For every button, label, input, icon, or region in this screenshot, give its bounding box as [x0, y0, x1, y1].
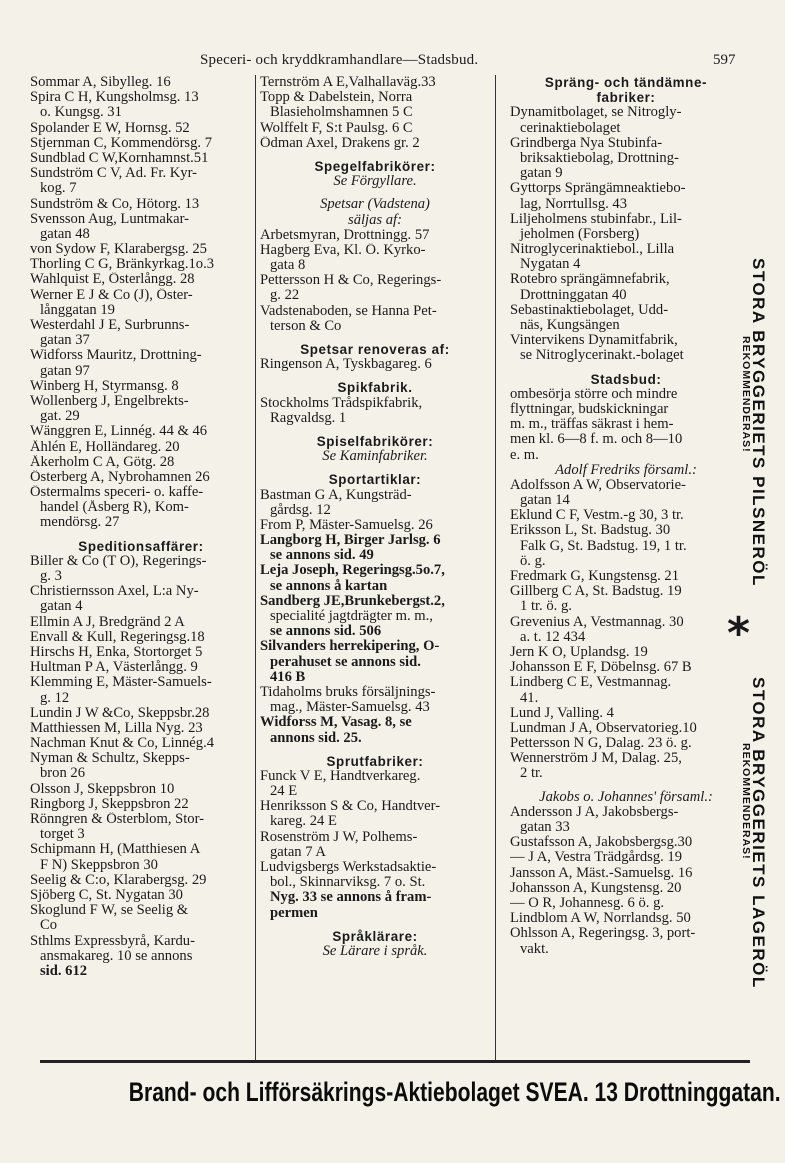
directory-line: Vintervikens Dynamitfabrik, — [510, 333, 678, 349]
directory-line: Grevenius A, Vestmannag. 30 — [510, 614, 684, 630]
section-heading: Speditionsaffärer: — [78, 538, 204, 554]
directory-line: 24 E — [270, 784, 298, 800]
directory-line: Ringenson A, Tyskbagareg. 6 — [260, 357, 432, 373]
directory-line: 416 B — [270, 669, 306, 685]
directory-line: von Sydow F, Klarabergsg. 25 — [30, 242, 207, 258]
directory-line: sid. 612 — [40, 963, 88, 979]
directory-line: Jansson A, Mäst.-Samuelsg. 16 — [510, 865, 693, 881]
directory-line: Östermalms speceri- o. kaffe- — [30, 485, 204, 501]
directory-line: Lundin J W &Co, Skeppsbr.28 — [30, 705, 210, 721]
directory-line: Hagberg Eva, Kl. Ö. Kyrko- — [260, 242, 426, 258]
directory-line: cerinaktiebolaget — [520, 120, 621, 136]
directory-line: se annons sid. 49 — [270, 548, 374, 564]
directory-line: Bastman G A, Kungsträd- — [260, 487, 412, 503]
section-heading: Stadsbud: — [590, 371, 662, 387]
directory-line: Lindblom A W, Norrlandsg. 50 — [510, 911, 691, 927]
directory-line: Schipmann H, (Matthiesen A — [30, 842, 201, 858]
directory-line: Rönngren & Österblom, Stor- — [30, 812, 205, 827]
directory-line: perahuset se annons sid. — [270, 654, 421, 670]
directory-line: Wennerström J M, Dalag. 25, — [510, 751, 682, 767]
directory-line: Lundman J A, Observatorieg.10 — [510, 720, 697, 736]
directory-line: Ragvaldsg. 1 — [270, 410, 347, 426]
directory-line: Sthlms Expressbyrå, Kardu- — [30, 933, 195, 949]
directory-line: gata 8 — [270, 258, 306, 274]
directory-line: Sebastinaktiebolaget, Udd- — [510, 302, 669, 318]
directory-line: g. 12 — [40, 690, 70, 706]
section-heading: Spräng- och tändämne- — [544, 75, 708, 90]
directory-line: Johansson E F, Döbelnsg. 67 B — [510, 660, 692, 676]
directory-line: Werner E J & Co (J), Öster- — [30, 287, 193, 303]
directory-line: Ellmin A J, Bredgränd 2 A — [30, 614, 185, 630]
column-2 — [260, 75, 490, 959]
directory-line: — J A, Vestra Trädgårdsg. 19 — [510, 850, 683, 866]
directory-line: Sundström & Co, Hötorg. 13 — [30, 196, 200, 212]
directory-line: gatan 48 — [40, 226, 90, 242]
directory-line: specialité jagtdrägter m. m., — [270, 609, 433, 624]
directory-line — [260, 372, 490, 380]
directory-line: Spira C H, Kungsholmsg. 13 — [30, 90, 199, 106]
directory-line: m. m., träffas säkrast i hem- — [510, 417, 674, 433]
directory-line — [260, 921, 490, 929]
directory-line: Stockholms Trådspikfabrik, — [260, 395, 423, 411]
directory-line: mendörsg. 27 — [40, 515, 120, 531]
running-title: Speceri- och kryddkramhandlare—Stadsbud. — [200, 52, 479, 68]
directory-line: Nyman & Schultz, Skepps- — [30, 751, 190, 767]
directory-line: briksaktiebolag, Drottning- — [520, 150, 679, 166]
directory-line: Nitroglycerinaktiebol., Lilla — [510, 242, 675, 258]
section-heading: fabriker: — [596, 90, 656, 106]
directory-line: Dynamitbolaget, se Nitrogly- — [510, 105, 682, 121]
directory-line — [260, 151, 490, 159]
directory-line: gatan 4 — [40, 599, 83, 615]
column-divider-2 — [495, 75, 496, 1060]
directory-line: Rotebro sprängämnefabrik, — [510, 272, 670, 288]
directory-line: Åhlén E, Holländareg. 20 — [30, 439, 180, 455]
directory-line: mag., Mäster-Samuelsg. 43 — [270, 700, 430, 716]
side-ad-lager: STORA BRYGGERIETS LAGERÖL — [749, 677, 768, 989]
directory-line: g. 22 — [270, 288, 300, 304]
directory-line: Blasieholmshamnen 5 C — [270, 105, 413, 121]
directory-line: Ternström A E,Valhallaväg.33 — [260, 75, 436, 90]
directory-line: Langborg H, Birger Jarlsg. 6 — [260, 533, 441, 549]
directory-line: Gyttorps Sprängämneaktiebo- — [510, 181, 686, 197]
directory-line: e. m. — [510, 447, 539, 463]
directory-line: Co — [40, 918, 58, 934]
directory-line: Seelig & C:o, Klarabergsg. 29 — [30, 872, 207, 888]
directory-line: Spolander E W, Hornsg. 52 — [30, 120, 190, 136]
directory-line: bol., Skinnarviksg. 7 o. St. — [270, 875, 426, 891]
directory-line: Thorling C G, Bränkyrkag.1o.3 — [30, 257, 215, 273]
directory-line: Westerdahl J E, Surbrunns- — [30, 318, 190, 333]
directory-line: Envall & Kull, Regeringsg.18 — [30, 629, 205, 645]
directory-line: Jakobs o. Johannes' församl.: — [539, 789, 713, 805]
side-ad-pilsner: STORA BRYGGERIETS PILSNERÖL — [749, 258, 768, 587]
directory-line: handel (Åsberg R), Kom- — [40, 500, 189, 516]
directory-line: F N) Skeppsbron 30 — [40, 857, 158, 873]
directory-line: se annons å kartan — [270, 578, 388, 594]
footer-rule — [40, 1060, 750, 1063]
directory-line: gårdsg. 12 — [270, 502, 331, 518]
directory-line: flyttningar, budskickningar — [510, 401, 669, 417]
section-heading: Spiselfabrikörer: — [316, 433, 434, 449]
directory-line: Wahlquist E, Österlångg. 28 — [30, 272, 195, 288]
directory-line: Skoglund F W, se Seelig & — [30, 903, 189, 919]
directory-line: gat. 29 — [40, 409, 80, 425]
directory-line: Liljeholmens stubinfabr., Lil- — [510, 211, 682, 227]
directory-line: Hultman P A, Västerlångg. 9 — [30, 660, 198, 676]
directory-line: Falk G, St. Badstug. 19, 1 tr. — [520, 538, 687, 554]
directory-line: gatan 7 A — [270, 844, 326, 860]
directory-line: Pettersson H & Co, Regerings- — [260, 273, 442, 289]
directory-line: — O R, Johannesg. 6 ö. g. — [510, 895, 665, 911]
section-heading: Spegelfabrikörer: — [314, 158, 436, 174]
directory-line: Ödman Axel, Drakens gr. 2 — [260, 135, 420, 151]
directory-line: Fredmark G, Kungstensg. 21 — [510, 569, 680, 584]
directory-line: Grindberga Nya Stubinfa- — [510, 135, 663, 151]
directory-line: 41. — [520, 690, 539, 706]
directory-line: Wänggren E, Linnég. 44 & 46 — [30, 424, 208, 440]
directory-line: Wollenberg J, Engelbrekts- — [30, 393, 189, 409]
side-ad-lager-sub: REKOMMENDERAS! — [740, 743, 752, 860]
directory-line: Stjernman C, Kommendörsg. 7 — [30, 135, 213, 151]
directory-line: gatan 9 — [520, 166, 563, 182]
directory-line: Gillberg C A, St. Badstug. 19 — [510, 584, 682, 600]
directory-line: Spetsar (Vadstena) — [320, 197, 430, 213]
section-heading: Spetsar renoveras af: — [300, 342, 450, 357]
directory-line: långgatan 19 — [40, 302, 115, 318]
directory-line: säljas af: — [348, 212, 402, 228]
section-heading: Språklärare: — [332, 928, 418, 944]
directory-line: Lund J, Valling. 4 — [510, 705, 614, 721]
page-header — [0, 0, 785, 80]
directory-line: Olsson J, Skeppsbron 10 — [30, 781, 175, 797]
asterisk-ornament: * — [727, 608, 751, 659]
directory-line: gatan 97 — [40, 363, 90, 379]
directory-line — [260, 189, 490, 197]
directory-line: Widforss Mauritz, Drottning- — [30, 348, 202, 364]
directory-line: Klemming E, Mäster-Samuels- — [30, 675, 212, 691]
directory-line: Vadstenaboden, se Hanna Pet- — [260, 303, 437, 319]
directory-line: Tidaholms bruks försäljnings- — [260, 684, 436, 700]
directory-line: 1 tr. ö. g. — [520, 599, 572, 615]
directory-line: Nachman Knut & Co, Linnég.4 — [30, 736, 215, 752]
directory-line: Lindberg C E, Vestmannag. — [510, 675, 672, 691]
directory-line: ansmakareg. 10 se annons — [40, 948, 193, 964]
directory-line: Andersson J A, Jakobsbergs- — [510, 804, 679, 820]
column-3 — [510, 75, 742, 957]
directory-line: kog. 7 — [40, 181, 77, 197]
directory-line: Ringborg J, Skeppsbron 22 — [30, 796, 189, 812]
directory-line: ö. g. — [520, 553, 546, 569]
directory-line: ombesörja större och mindre — [510, 386, 678, 402]
directory-line: Adolfsson A W, Observatorie- — [510, 477, 686, 493]
directory-line — [30, 531, 252, 539]
directory-line: Johansson A, Kungstensg. 20 — [510, 880, 682, 896]
directory-line: näs, Kungsängen — [520, 318, 620, 333]
directory-line: torget 3 — [40, 827, 85, 843]
directory-line: Eriksson L, St. Badstug. 30 — [510, 523, 671, 539]
directory-line: kareg. 24 E — [270, 814, 337, 830]
directory-line: se Nitroglycerinakt.-bolaget — [520, 348, 684, 364]
directory-line — [510, 782, 742, 790]
directory-line: Åkerholm C A, Götg. 28 — [30, 454, 175, 470]
directory-line: Henriksson S & Co, Handtver- — [260, 799, 441, 815]
page-number: 597 — [713, 52, 736, 68]
directory-line: Funck V E, Handtverkareg. — [260, 768, 421, 784]
directory-line: bron 26 — [40, 766, 85, 782]
directory-line: Christiernsson Axel, L:a Ny- — [30, 584, 199, 600]
directory-line: g. 3 — [40, 569, 62, 584]
directory-line: men kl. 6—8 f. m. och 8—10 — [510, 432, 683, 448]
directory-line: a. t. 12 434 — [520, 629, 586, 645]
directory-line: 2 tr. — [520, 766, 543, 782]
directory-line: Gustafsson A, Jakobsbergsg.30 — [510, 835, 693, 851]
directory-line: Pettersson N G, Dalag. 23 ö. g. — [510, 736, 692, 752]
directory-line: se annons sid. 506 — [270, 624, 382, 640]
directory-line: Topp & Dabelstein, Norra — [260, 90, 413, 106]
section-heading: Sportartiklar: — [328, 472, 422, 488]
side-ad-pilsner-sub: REKOMMENDERAS! — [740, 336, 752, 453]
directory-line: o. Kungsg. 31 — [40, 105, 122, 121]
column-divider-1 — [255, 75, 256, 1060]
directory-line: Adolf Fredriks församl.: — [555, 462, 697, 478]
directory-line — [510, 364, 742, 372]
directory-line: gatan 37 — [40, 333, 90, 349]
directory-line: permen — [270, 905, 318, 921]
footer-banner: Brand- och Lifförsäkrings-Aktiebolaget SVEA. 13 Drottninggatan. — [128, 1077, 781, 1107]
directory-line: jeholmen (Forsberg) — [520, 226, 640, 242]
directory-line: Ludvigsbergs Werkstadsaktie- — [260, 860, 437, 875]
directory-line: From P, Mäster-Samuelsg. 26 — [260, 517, 433, 533]
directory-line: Eklund C F, Vestm.-g 30, 3 tr. — [510, 508, 684, 524]
directory-line: lag, Norrtullsg. 43 — [520, 196, 628, 212]
directory-line: gatan 14 — [520, 493, 570, 509]
directory-line: Se Lärare i språk. — [322, 943, 428, 959]
directory-line: terson & Co — [270, 318, 342, 334]
section-heading: Sprutfabriker: — [326, 753, 424, 769]
directory-line: Nygatan 4 — [520, 257, 581, 273]
directory-line: Biller & Co (T O), Regerings- — [30, 553, 207, 569]
directory-line: vakt. — [520, 941, 549, 957]
directory-line: Sommar A, Sibylleg. 16 — [30, 75, 171, 90]
directory-line: Leja Joseph, Regeringsg.5o.7, — [260, 563, 445, 579]
directory-line: Silvanders herrekipering, O- — [260, 639, 440, 655]
directory-line: Ohlsson A, Regeringsg. 3, port- — [510, 926, 696, 942]
directory-line: Se Förgyllare. — [333, 174, 417, 190]
directory-line: Hirschs H, Enka, Stortorget 5 — [30, 644, 203, 660]
directory-line: Svensson Aug, Luntmakar- — [30, 211, 190, 227]
directory-line — [260, 746, 490, 754]
directory-line: Winberg H, Styrmansg. 8 — [30, 378, 179, 394]
directory-line — [260, 464, 490, 472]
directory-line: Drottninggatan 40 — [520, 287, 627, 303]
directory-line: Sjöberg C, St. Nygatan 30 — [30, 887, 183, 903]
directory-line: Wolffelt F, S:t Paulsg. 6 C — [260, 120, 413, 136]
section-heading: Spikfabrik. — [337, 380, 413, 396]
directory-line: Widforss M, Vasag. 8, se — [260, 715, 412, 731]
directory-line: annons sid. 25. — [270, 730, 362, 746]
directory-line: Matthiessen M, Lilla Nyg. 23 — [30, 720, 203, 736]
directory-line: Nyg. 33 se annons å fram- — [270, 890, 432, 906]
directory-line: gatan 33 — [520, 820, 570, 835]
directory-line: Sundblad C W,Kornhamnst.51 — [30, 150, 209, 166]
directory-line: Jern K O, Uplandsg. 19 — [510, 644, 648, 660]
directory-line: Sundström C V, Ad. Fr. Kyr- — [30, 166, 198, 182]
directory-line: Arbetsmyran, Drottningg. 57 — [260, 227, 430, 243]
column-1 — [30, 75, 252, 979]
directory-line: Sandberg JE,Brunkebergst.2, — [260, 593, 445, 609]
directory-line: Österberg A, Nybrohamnen 26 — [30, 469, 210, 485]
directory-line — [260, 334, 490, 342]
directory-line: Se Kaminfabriker. — [322, 449, 428, 465]
directory-line — [260, 426, 490, 434]
directory-line: Rosenström J W, Polhems- — [260, 829, 418, 845]
